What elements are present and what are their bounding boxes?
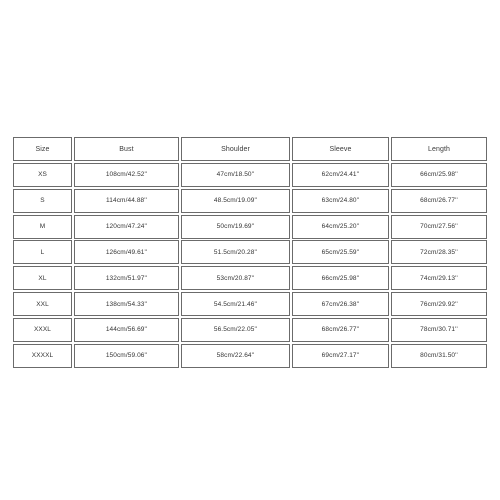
table-cell-length: 80cm/31.50'' (391, 344, 487, 368)
table-cell-bust: 108cm/42.52'' (74, 163, 179, 187)
table-cell-bust: 126cm/49.61'' (74, 240, 179, 264)
table-cell-size: M (13, 215, 72, 239)
table-cell-sleeve: 64cm/25.20'' (292, 215, 389, 239)
column-header-shoulder: Shoulder (181, 137, 290, 161)
column-header-size: Size (13, 137, 72, 161)
table-cell-shoulder: 50cm/19.69'' (181, 215, 290, 239)
table-cell-size: XL (13, 266, 72, 290)
table-cell-length: 68cm/26.77'' (391, 189, 487, 213)
table-cell-length: 66cm/25.98'' (391, 163, 487, 187)
table-cell-length: 72cm/28.35'' (391, 240, 487, 264)
table-cell-size: XXXXL (13, 344, 72, 368)
size-chart-table (13, 137, 487, 364)
table-cell-sleeve: 65cm/25.59'' (292, 240, 389, 264)
table-cell-bust: 132cm/51.97'' (74, 266, 179, 290)
table-cell-length: 74cm/29.13'' (391, 266, 487, 290)
table-cell-shoulder: 53cm/20.87'' (181, 266, 290, 290)
table-cell-sleeve: 67cm/26.38'' (292, 292, 389, 316)
column-header-length: Length (391, 137, 487, 161)
column-header-bust: Bust (74, 137, 179, 161)
column-header-sleeve: Sleeve (292, 137, 389, 161)
table-cell-length: 70cm/27.56'' (391, 215, 487, 239)
table-cell-bust: 144cm/56.69'' (74, 318, 179, 342)
table-cell-size: XS (13, 163, 72, 187)
table-cell-size: XXXL (13, 318, 72, 342)
table-cell-bust: 150cm/59.06'' (74, 344, 179, 368)
table-cell-sleeve: 62cm/24.41'' (292, 163, 389, 187)
table-cell-shoulder: 51.5cm/20.28'' (181, 240, 290, 264)
table-cell-size: S (13, 189, 72, 213)
table-cell-size: L (13, 240, 72, 264)
table-cell-length: 76cm/29.92'' (391, 292, 487, 316)
table-cell-sleeve: 63cm/24.80'' (292, 189, 389, 213)
table-cell-size: XXL (13, 292, 72, 316)
table-cell-shoulder: 54.5cm/21.46'' (181, 292, 290, 316)
table-cell-shoulder: 48.5cm/19.09'' (181, 189, 290, 213)
table-cell-bust: 120cm/47.24'' (74, 215, 179, 239)
table-cell-sleeve: 68cm/26.77'' (292, 318, 389, 342)
table-cell-bust: 138cm/54.33'' (74, 292, 179, 316)
table-cell-length: 78cm/30.71'' (391, 318, 487, 342)
table-cell-bust: 114cm/44.88'' (74, 189, 179, 213)
table-cell-shoulder: 58cm/22.64'' (181, 344, 290, 368)
table-cell-sleeve: 66cm/25.98'' (292, 266, 389, 290)
table-cell-sleeve: 69cm/27.17'' (292, 344, 389, 368)
table-cell-shoulder: 47cm/18.50'' (181, 163, 290, 187)
table-cell-shoulder: 56.5cm/22.05'' (181, 318, 290, 342)
